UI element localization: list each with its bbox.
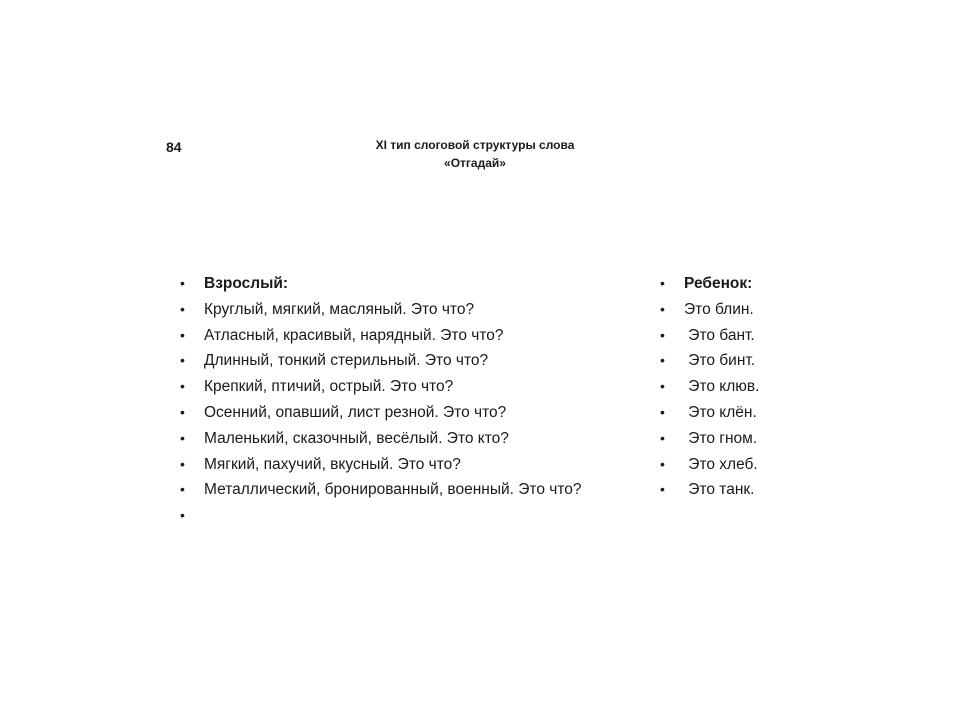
list-item [180,426,630,452]
bullet-icon: • [180,378,185,395]
bullet-icon: • [660,378,665,395]
adult-riddle: Мягкий, пахучий, вкусный. Это что? [204,455,461,473]
list-item [180,452,630,478]
child-answer: Это блин. [684,300,754,318]
list-item [180,323,630,349]
list-item [180,477,630,503]
bullet-icon: • [180,352,185,369]
list-item [660,348,800,374]
adult-riddle: Металлический, бронированный, военный. Это что? [204,481,582,499]
list-item [180,348,630,374]
adult-list [180,271,630,529]
child-answer: Это бант. [684,326,755,344]
list-item [660,426,800,452]
list-item [660,452,800,478]
adult-riddle: Длинный, тонкий стерильный. Это что? [204,352,489,370]
bullet-icon: • [660,481,665,498]
bullet-icon: • [660,300,665,317]
child-answer: Это клён. [684,403,757,421]
bullet-icon: • [660,455,665,472]
list-item [180,374,630,400]
child-answer: Это клюв. [684,378,760,396]
list-item [660,374,800,400]
child-list [660,271,800,503]
bullet-icon: • [180,275,185,291]
page-number: 84 [166,139,182,155]
bullet-icon: • [660,326,665,343]
page-title: XI тип слоговой структуры слова [375,138,575,152]
adult-riddle: Атласный, красивый, нарядный. Это что? [204,326,504,344]
bullet-icon: • [180,300,185,317]
list-item [180,297,630,323]
bullet-icon: • [660,352,665,369]
child-answer: Это бинт. [684,352,756,370]
list-item [660,323,800,349]
bullet-icon: • [180,429,185,446]
bullet-icon: • [180,403,185,420]
bullet-icon: • [180,326,185,343]
adult-riddle: Круглый, мягкий, масляный. Это что? [204,300,475,318]
adult-riddle: Осенний, опавший, лист резной. Это что? [204,403,507,421]
bullet-icon: • [180,481,185,498]
child-heading: Ребенок: [684,275,753,292]
list-item [180,503,630,529]
adult-heading: Взрослый: [204,275,289,292]
bullet-icon: • [180,507,185,524]
list-item [660,400,800,426]
list-item [660,477,800,503]
child-answer: Это гном. [684,429,758,447]
adult-heading-item [180,271,630,297]
child-heading-item [660,271,800,297]
header [300,136,650,172]
adult-riddle: Крепкий, птичий, острый. Это что? [204,378,454,396]
adult-riddle: Маленький, сказочный, весёлый. Это кто? [204,429,509,447]
child-answer: Это танк. [684,481,755,499]
list-item [180,400,630,426]
list-item [660,297,800,323]
page-subtitle: «Отгадай» [444,156,506,170]
child-answer: Это хлеб. [684,455,758,473]
bullet-icon: • [660,429,665,446]
bullet-icon: • [660,403,665,420]
bullet-icon: • [180,455,185,472]
bullet-icon: • [660,275,665,291]
